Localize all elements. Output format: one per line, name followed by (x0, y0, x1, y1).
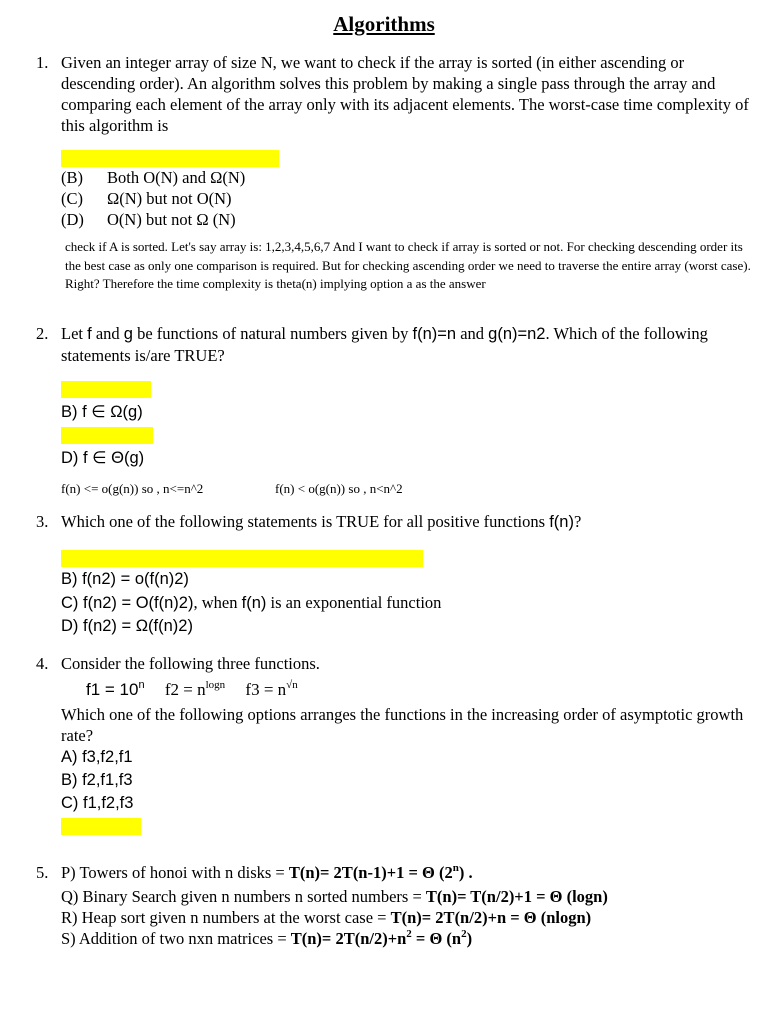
question-4 (36, 653, 751, 838)
option-a: A) f3,f2,f1 (61, 748, 133, 766)
option-d-highlight (61, 815, 751, 838)
option-c: (C) Ω(N) but not O(N) (61, 189, 232, 208)
question-stem: Consider the following three functions. (61, 654, 320, 673)
question-5 (36, 862, 751, 952)
option-a-highlight (61, 378, 751, 401)
option-c: C) f1,f2,f3 (61, 794, 134, 812)
recurrence-p: P) Towers of honoi with n disks = T(n)= 2T(n-1)+1 = Θ (2$^n$) . (61, 862, 473, 882)
recurrence-r: R) Heap sort given n numbers at the worst case = T(n)= 2T(n/2)+n = Θ (nlogn) (61, 908, 592, 927)
page-title: Algorithms (333, 12, 435, 36)
question-2 (36, 323, 751, 499)
question-stem-2: Which one of the following options arranges the functions in the increasing order of asymptotic growth rate? (61, 705, 744, 745)
option-a-highlight (61, 545, 751, 568)
answer-note: check if A is sorted. Let's say array is: 1,2,3,4,5,6,7 And I want to check if array is sorted or not. For checking descending order its the best case as only one comparison is required. But for checking ascending order we need to traverse the entire array (worst case). Right? Therefore the time complexity is theta(n) implying option a as the answer (65, 239, 751, 291)
option-list (61, 545, 751, 638)
question-number: 3. (36, 512, 49, 531)
question-stem: Which one of the following statements is TRUE for all positive functions f(n)? (61, 512, 582, 531)
question-number: 2. (36, 324, 49, 343)
question-1 (36, 52, 751, 294)
recurrence-q: Q) Binary Search given n numbers n sorted numbers = T(n)= T(n/2)+1 = Θ (logn) (61, 887, 608, 906)
option-c-highlight (61, 424, 751, 447)
question-stem: Let f and g be functions of natural numbers given by f(n)=n and g(n)=n2. Which of the following statements is/are TRUE? (61, 324, 708, 365)
option-d: D) f ∈ Θ(g) (61, 449, 145, 467)
question-number: 5. (36, 863, 49, 882)
option-b: B) f ∈ Ω(g) (61, 403, 143, 421)
option-b: (B) Both O(N) and Ω(N) (61, 168, 246, 187)
option-c: C) f(n2) = O(f(n)2), when f(n) is an exponential function (61, 593, 442, 612)
answer-note: f(n) <= o(g(n)) so , n<=n^2 f(n) < o(g(n)) so , n<n^2 (61, 481, 403, 496)
question-number: 1. (36, 53, 49, 72)
option-d: D) f(n2) = Ω(f(n)2) (61, 617, 193, 635)
option-list (61, 378, 751, 470)
question-number: 4. (36, 654, 49, 673)
recurrence-s: S) Addition of two nxn matrices = $T(n)= 2T(n/2)+n^2 = \Theta$ $(n^2)$ (61, 928, 473, 948)
option-list (61, 746, 751, 838)
question-3 (36, 511, 751, 638)
function-definitions: $f1 = 10^n$ $f2 = n^{logn}$ $f3 = n^{√n}$ (86, 679, 298, 699)
option-b: B) f2,f1,f3 (61, 771, 133, 789)
option-list (61, 150, 751, 230)
question-stem: Given an integer array of size N, we want to check if the array is sorted (in either ascending or descending order). An algorithm solves this problem by making a single pass through the array and comparing each element of the array only with its adjacent elements. The worst-case time complexity of this algorithm is (61, 53, 749, 135)
option-b: B) f(n2) = o(f(n)2) (61, 570, 189, 588)
option-d: (D) O(N) but not Ω (N) (61, 210, 236, 229)
option-a-highlight (61, 150, 751, 167)
